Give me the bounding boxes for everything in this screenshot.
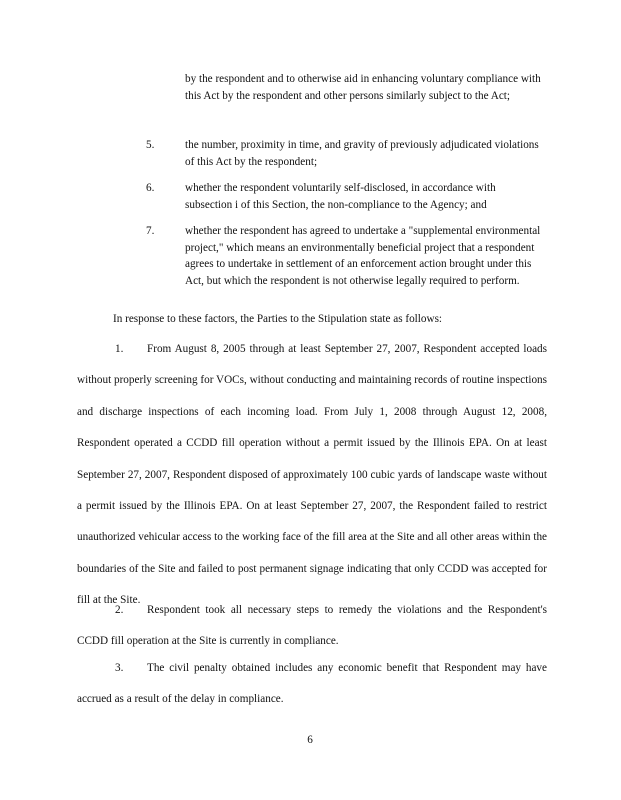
paragraph-number: 1. [115, 343, 124, 355]
paragraph-text: From August 8, 2005 through at least September 27, 2007, Respondent accepted loads without properly screening for VOCs, without conducting and maintaining records of routine inspections and discharge inspections of each incoming load. From July 1, 2008 through August 12, 2008, Respondent operated a CCDD fill operation without a permit issued by the Illinois EPA. On at least September 27, 2007, Respondent disposed of approximately 100 cubic yards of landscape waste without a permit issued by the Illinois EPA. On at least September 27, 2007, the Respondent failed to restrict unauthorized vehicular access to the working face of the fill area at the Site and all other areas within the boundaries of the Site and failed to post permanent signage indicating that only CCDD was accepted for fill at the Site. [77, 343, 547, 607]
factor-text: whether the respondent has agreed to undertake a "supplemental environmental project," which means an environmentally beneficial project that a respondent agrees to undertake in settlement of an enforcement action brought under this Act, but which the respondent is not otherwise legally required to perform. [185, 225, 541, 287]
paragraph-text: Respondent took all necessary steps to remedy the violations and the Respondent's CCDD fill operation at the Site is currently in compliance. [77, 604, 547, 648]
factor-continuation-text: by the respondent and to otherwise aid in enhancing voluntary compliance with this Act by the respondent and other persons similarly subject to the Act; [185, 73, 541, 102]
intro-sentence: In response to these factors, the Parties to the Stipulation state as follows: [113, 313, 443, 325]
paragraph-text: The civil penalty obtained includes any economic benefit that Respondent may have accrued as a result of the delay in compliance. [77, 662, 547, 706]
paragraph-number: 2. [115, 604, 124, 616]
paragraph-3 [77, 653, 547, 716]
paragraph-2 [77, 595, 547, 658]
factor-text: whether the respondent voluntarily self-disclosed, in accordance with subsection i of this Section, the non-compliance to the Agency; and [185, 182, 496, 211]
page-number: 6 [307, 734, 313, 746]
factor-number: 7. [146, 225, 155, 237]
factor-text: the number, proximity in time, and gravity of previously adjudicated violations of this Act by the respondent; [185, 139, 539, 168]
factor-number: 6. [146, 182, 155, 194]
factor-number: 5. [146, 139, 155, 151]
paragraph-1 [77, 334, 547, 617]
paragraph-number: 3. [115, 662, 124, 674]
